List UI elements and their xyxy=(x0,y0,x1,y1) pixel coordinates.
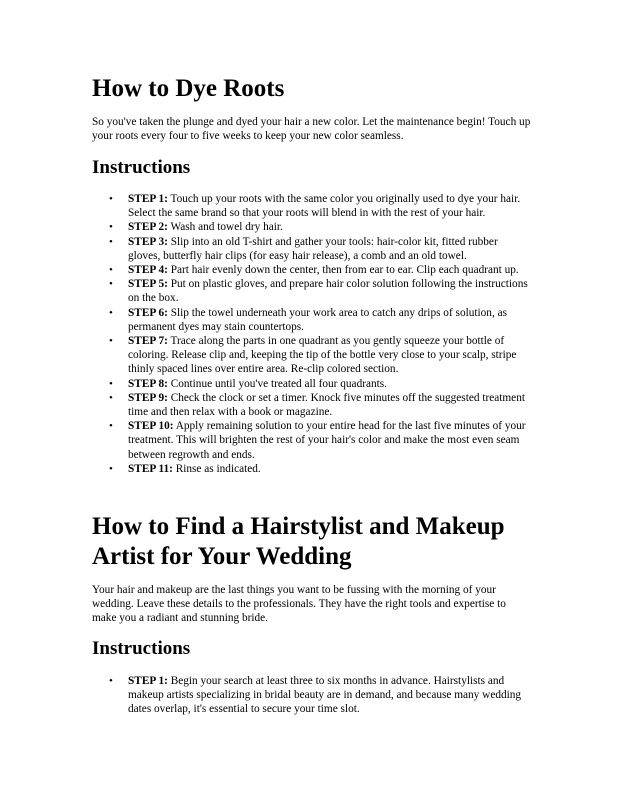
step-label: STEP 5: xyxy=(128,278,168,291)
step-list-item xyxy=(92,334,532,377)
bullet-icon: • xyxy=(109,193,113,205)
article-title-wedding: How to Find a Hairstylist and Makeup Artist for Your Wedding xyxy=(92,513,505,570)
bullet-icon: • xyxy=(109,335,113,348)
bullet-icon: • xyxy=(109,420,113,433)
steps-list-wedding xyxy=(92,674,532,717)
step-list-item xyxy=(92,192,532,220)
step-label: STEP 1: xyxy=(128,675,168,687)
step-list-item xyxy=(92,220,532,234)
bullet-icon: • xyxy=(109,235,113,248)
step-text: Put on plastic gloves, and prepare hair color solution following the instructions on the box. xyxy=(128,278,528,305)
step-list-item xyxy=(92,462,532,476)
step-list-item xyxy=(92,235,532,263)
step-label: STEP 8: xyxy=(128,377,168,390)
steps-list-dye-roots xyxy=(92,192,532,476)
intro-paragraph-wedding: Your hair and makeup are the last things you want to be fussing with the morning of your wedding. Leave these details to the professionals. They have the right tools and expertise to make you a radiant and stunning bride. xyxy=(92,584,506,625)
step-label: STEP 3: xyxy=(128,235,168,248)
step-list-item xyxy=(92,263,532,277)
step-label: STEP 6: xyxy=(128,306,168,319)
step-text: Trace along the parts in one quadrant as you gently squeeze your bottle of coloring. Release clip and, keeping the tip of the bottle very close to your scalp, stripe thinly spaced lines over entire area. Re-clip colored section. xyxy=(128,335,517,376)
instructions-heading-dye-roots: Instructions xyxy=(92,157,191,178)
step-label: STEP 4: xyxy=(128,264,168,277)
step-label: STEP 10: xyxy=(128,420,174,433)
bullet-icon: • xyxy=(109,675,113,687)
bullet-icon: • xyxy=(109,377,113,390)
bullet-icon: • xyxy=(109,391,113,404)
step-label: STEP 1: xyxy=(128,193,168,205)
step-list-item xyxy=(92,277,532,305)
step-text: Continue until you've treated all four quadrants. xyxy=(167,377,388,390)
bullet-icon: • xyxy=(109,306,113,319)
step-list-item xyxy=(92,377,532,391)
step-text: Apply remaining solution to your entire head for the last five minutes of your treatment. This will brighten the rest of your hair's color and make the most even seam between regrowth and ends. xyxy=(128,420,526,461)
bullet-icon: • xyxy=(109,264,113,277)
step-list-item xyxy=(92,306,532,334)
step-list-item xyxy=(92,391,532,419)
step-list-item xyxy=(92,674,532,717)
step-text: Wash and towel dry hair. xyxy=(167,221,283,234)
step-text: Rinse as indicated. xyxy=(172,462,261,475)
step-text: Begin your search at least three to six months in advance. Hairstylists and makeup artists specializing in bridal beauty are in demand, and because many wedding dates overlap, it's essential to secure your time slot. xyxy=(128,675,522,716)
bullet-icon: • xyxy=(109,221,113,234)
step-text: Check the clock or set a timer. Knock five minutes off the suggested treatment time and then relax with a book or magazine. xyxy=(128,391,525,419)
instructions-heading-wedding: Instructions xyxy=(92,638,191,659)
step-text: Slip the towel underneath your work area to catch any drips of solution, as permanent dyes may stain countertops. xyxy=(128,306,508,333)
step-text: Slip into an old T-shirt and gather your tools: hair-color kit, fitted rubber gloves, butterfly hair clips (for easy hair release), a comb and an old towel. xyxy=(128,235,498,262)
step-label: STEP 9: xyxy=(128,391,168,404)
article-title-dye-roots: How to Dye Roots xyxy=(92,75,285,102)
step-text: Part hair evenly down the center, then from ear to ear. Clip each quadrant up. xyxy=(167,264,519,277)
intro-paragraph-dye-roots: So you've taken the plunge and dyed your hair a new color. Let the maintenance begin! Touch up your roots every four to five weeks to keep your new color seamless. xyxy=(92,116,531,143)
step-label: STEP 2: xyxy=(128,221,168,234)
bullet-icon: • xyxy=(109,462,113,475)
step-label: STEP 11: xyxy=(128,462,173,475)
step-list-item xyxy=(92,419,532,462)
bullet-icon: • xyxy=(109,278,113,291)
step-text: Touch up your roots with the same color you originally used to dye your hair. Select the same brand so that your roots will blend in with the rest of your hair. xyxy=(128,193,521,220)
step-label: STEP 7: xyxy=(128,335,168,348)
